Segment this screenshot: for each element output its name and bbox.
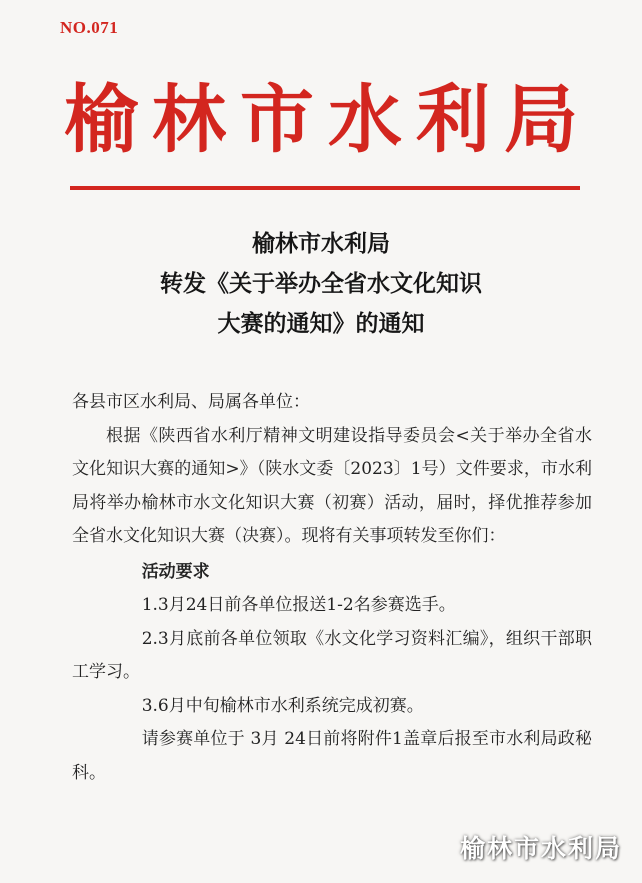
- red-divider-line: [70, 186, 580, 190]
- agency-red-header: 榆林市水利局: [64, 77, 592, 163]
- salutation: 各县市区水利局、局属各单位：: [72, 392, 310, 412]
- requirement-item-1: 1.3月24日前各单位报送1-2名参赛选手。: [141, 595, 456, 615]
- closing-paragraph: 请参赛单位于 3月 24日前将附件1盖章后报至市水利局政秘科。: [72, 729, 592, 783]
- title-line-2: 转发《关于举办全省水文化知识: [160, 271, 482, 297]
- title-line-1: 榆林市水利局: [252, 231, 390, 257]
- title-line-3: 大赛的通知》的通知: [217, 311, 425, 337]
- requirement-item-3: 3.6月中旬榆林市水利系统完成初赛。: [141, 695, 424, 716]
- document-number: NO.071: [60, 18, 119, 37]
- document-title: [0, 224, 642, 344]
- document-body: [72, 386, 592, 790]
- section-heading: 活动要求: [141, 561, 210, 582]
- requirement-item-2: 2.3月底前各单位领取《水文化学习资料汇编》，组织干部职工学习。: [72, 628, 592, 682]
- intro-paragraph: 根据《陕西省水利厅精神文明建设指导委员会<关于举办全省水文化知识大赛的通知>》（陕水文委〔2023〕1号）文件要求，市水利局将举办榆林市水文化知识大赛（初赛）活动，届时，择优推荐参加全省水文化知识大赛（决赛）。现将有关事项转发至你们：: [72, 425, 592, 546]
- watermark-text: 榆林市水利局: [459, 834, 622, 863]
